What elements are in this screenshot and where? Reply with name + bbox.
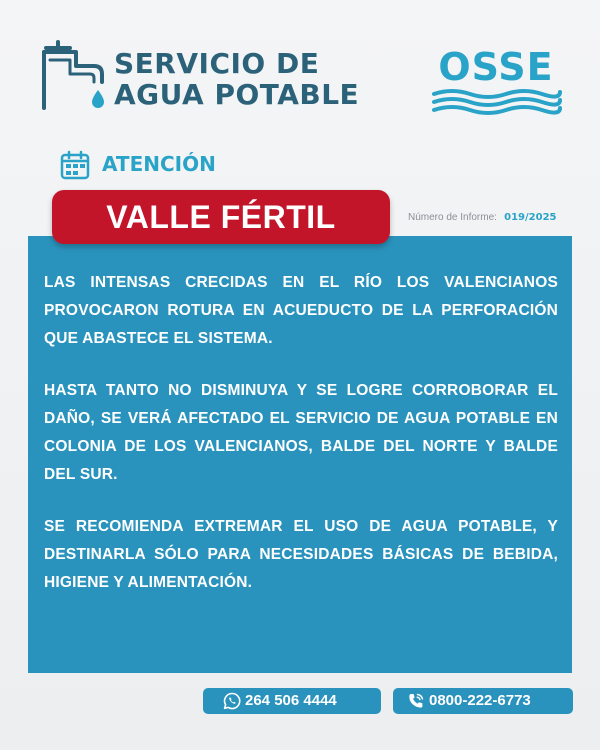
service-title-line1: SERVICIO DE [114,47,320,80]
whatsapp-contact[interactable] [203,688,381,714]
osse-logo [428,46,564,116]
location-badge: VALLE FÉRTIL [52,190,390,244]
calendar-icon [60,150,90,180]
report-info [408,212,556,224]
phone-number: 0800-222-6773 [429,692,531,709]
header [0,0,600,130]
service-title [114,48,359,110]
phone-icon [407,692,425,710]
notice-paragraph: SE RECOMIENDA EXTREMAR EL USO DE AGUA POTABLE, Y DESTINARLA SÓLO PARA NECESIDADES BÁSICAS DE BEBIDA, HIGIENE Y ALIMENTACIÓN. [44,518,558,591]
whatsapp-number: 264 506 4444 [245,692,337,709]
notice-paragraph: LAS INTENSAS CRECIDAS EN EL RÍO LOS VALENCIANOS PROVOCARON ROTURA EN ACUEDUCTO DE LA PERFORACIÓN QUE ABASTECE EL SISTEMA. [44,274,558,347]
notice-panel [28,236,572,673]
attention-label: ATENCIÓN [102,152,216,176]
notice-paragraph: HASTA TANTO NO DISMINUYA Y SE LOGRE CORROBORAR EL DAÑO, SE VERÁ AFECTADO EL SERVICIO DE AGUA POTABLE EN COLONIA DE LOS VALENCIANOS, BALDE DEL NORTE Y BALDE DEL SUR. [44,382,558,483]
osse-logo-text: OSSE [438,45,554,89]
report-number: 019/2025 [504,212,557,223]
whatsapp-icon [223,692,241,710]
faucet-icon [40,38,106,112]
service-title-line2: AGUA POTABLE [114,78,360,111]
wave-icon [432,86,562,116]
report-label: Número de Informe: [408,212,497,223]
phone-contact[interactable] [393,688,573,714]
